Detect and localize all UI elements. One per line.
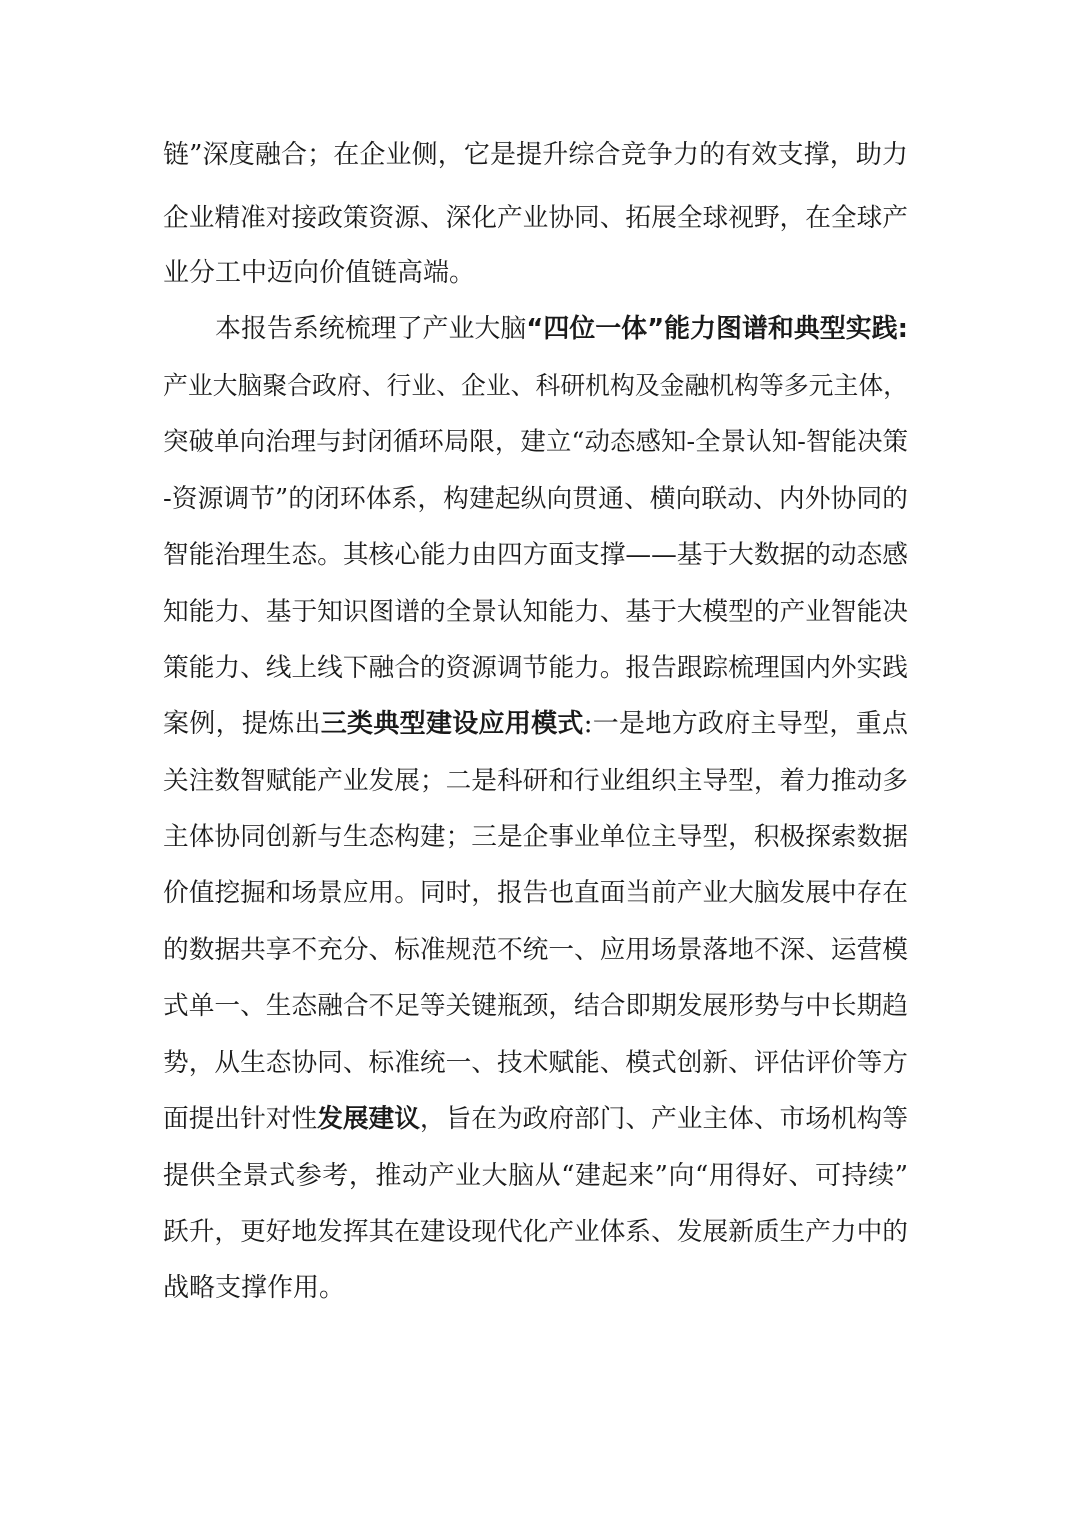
- text-run: 业分工中迈向价值链高端。: [163, 258, 476, 288]
- text-line: [163, 1156, 908, 1196]
- text-run: -资源调节”的闭环体系，构建起纵向贯通、横向联动、内外协同的: [163, 484, 908, 514]
- text-line: [163, 592, 908, 632]
- text-line: [163, 817, 908, 857]
- text-run: 智能治理生态。其核心能力由四方面支撑——基于大数据的动态感: [163, 540, 908, 570]
- text-line: [163, 1043, 908, 1083]
- bold-text-run: 三类典型建设应用模式: [320, 709, 584, 739]
- text-run: 战略支撑作用。: [163, 1273, 346, 1303]
- text-line: [163, 648, 908, 688]
- text-line: [163, 873, 908, 913]
- text-run: 企业精准对接政策资源、深化产业协同、拓展全球视野，在全球产: [163, 203, 908, 233]
- text-line: [163, 198, 908, 238]
- text-run: ，旨在为政府部门、产业主体、市场机构等: [419, 1104, 909, 1134]
- text-line: [163, 761, 908, 801]
- text-run: 的数据共享不充分、标准规范不统一、应用场景落地不深、运营模: [163, 935, 908, 965]
- text-run: 案例，提炼出: [163, 709, 321, 739]
- text-line: [163, 986, 908, 1026]
- text-line: [163, 422, 908, 462]
- text-run: 本报告系统梳理了产业大脑: [215, 314, 527, 344]
- text-run: 突破单向治理与封闭循环局限，建立“动态感知-全景认知-智能决策: [163, 427, 908, 457]
- text-run: 势，从生态协同、标准统一、技术赋能、模式创新、评估评价等方: [163, 1048, 908, 1078]
- text-run: 主体协同创新与生态构建；三是企事业单位主导型，积极探索数据: [163, 822, 908, 852]
- text-run: 提供全景式参考，推动产业大脑从“建起来”向“用得好、可持续”: [163, 1161, 908, 1191]
- text-run: 知能力、基于知识图谱的全景认知能力、基于大模型的产业智能决: [163, 597, 908, 627]
- text-line: [163, 1099, 908, 1139]
- text-line: [163, 535, 908, 575]
- text-line: [163, 1268, 908, 1308]
- text-run: 价值挖掘和场景应用。同时，报告也直面当前产业大脑发展中存在: [163, 878, 908, 908]
- text-line: [163, 704, 908, 744]
- text-run: 式单一、生态融合不足等关键瓶颈，结合即期发展形势与中长期趋: [163, 991, 908, 1021]
- text-run: :一是地方政府主导型，重点: [583, 709, 908, 739]
- text-line: [163, 479, 908, 519]
- text-run: 跃升，更好地发挥其在建设现代化产业体系、发展新质生产力中的: [163, 1217, 908, 1247]
- bold-text-run: “四位一体”能力图谱和典型实践:: [526, 314, 908, 344]
- text-line: [163, 366, 908, 406]
- text-run: 链”深度融合；在企业侧，它是提升综合竞争力的有效支撑，助力: [163, 140, 908, 170]
- text-run: 面提出针对性: [163, 1104, 318, 1134]
- text-line: [163, 253, 908, 293]
- text-line: [163, 1212, 908, 1252]
- text-run: 策能力、线上线下融合的资源调节能力。报告跟踪梳理国内外实践: [163, 653, 908, 683]
- text-line: [163, 135, 908, 175]
- text-line: [215, 309, 908, 349]
- text-run: 产业大脑聚合政府、行业、企业、科研机构及金融机构等多元主体，: [163, 371, 908, 400]
- text-run: 关注数智赋能产业发展；二是科研和行业组织主导型，着力推动多: [163, 766, 908, 796]
- text-line: [163, 930, 908, 970]
- bold-text-run: 发展建议: [317, 1104, 420, 1134]
